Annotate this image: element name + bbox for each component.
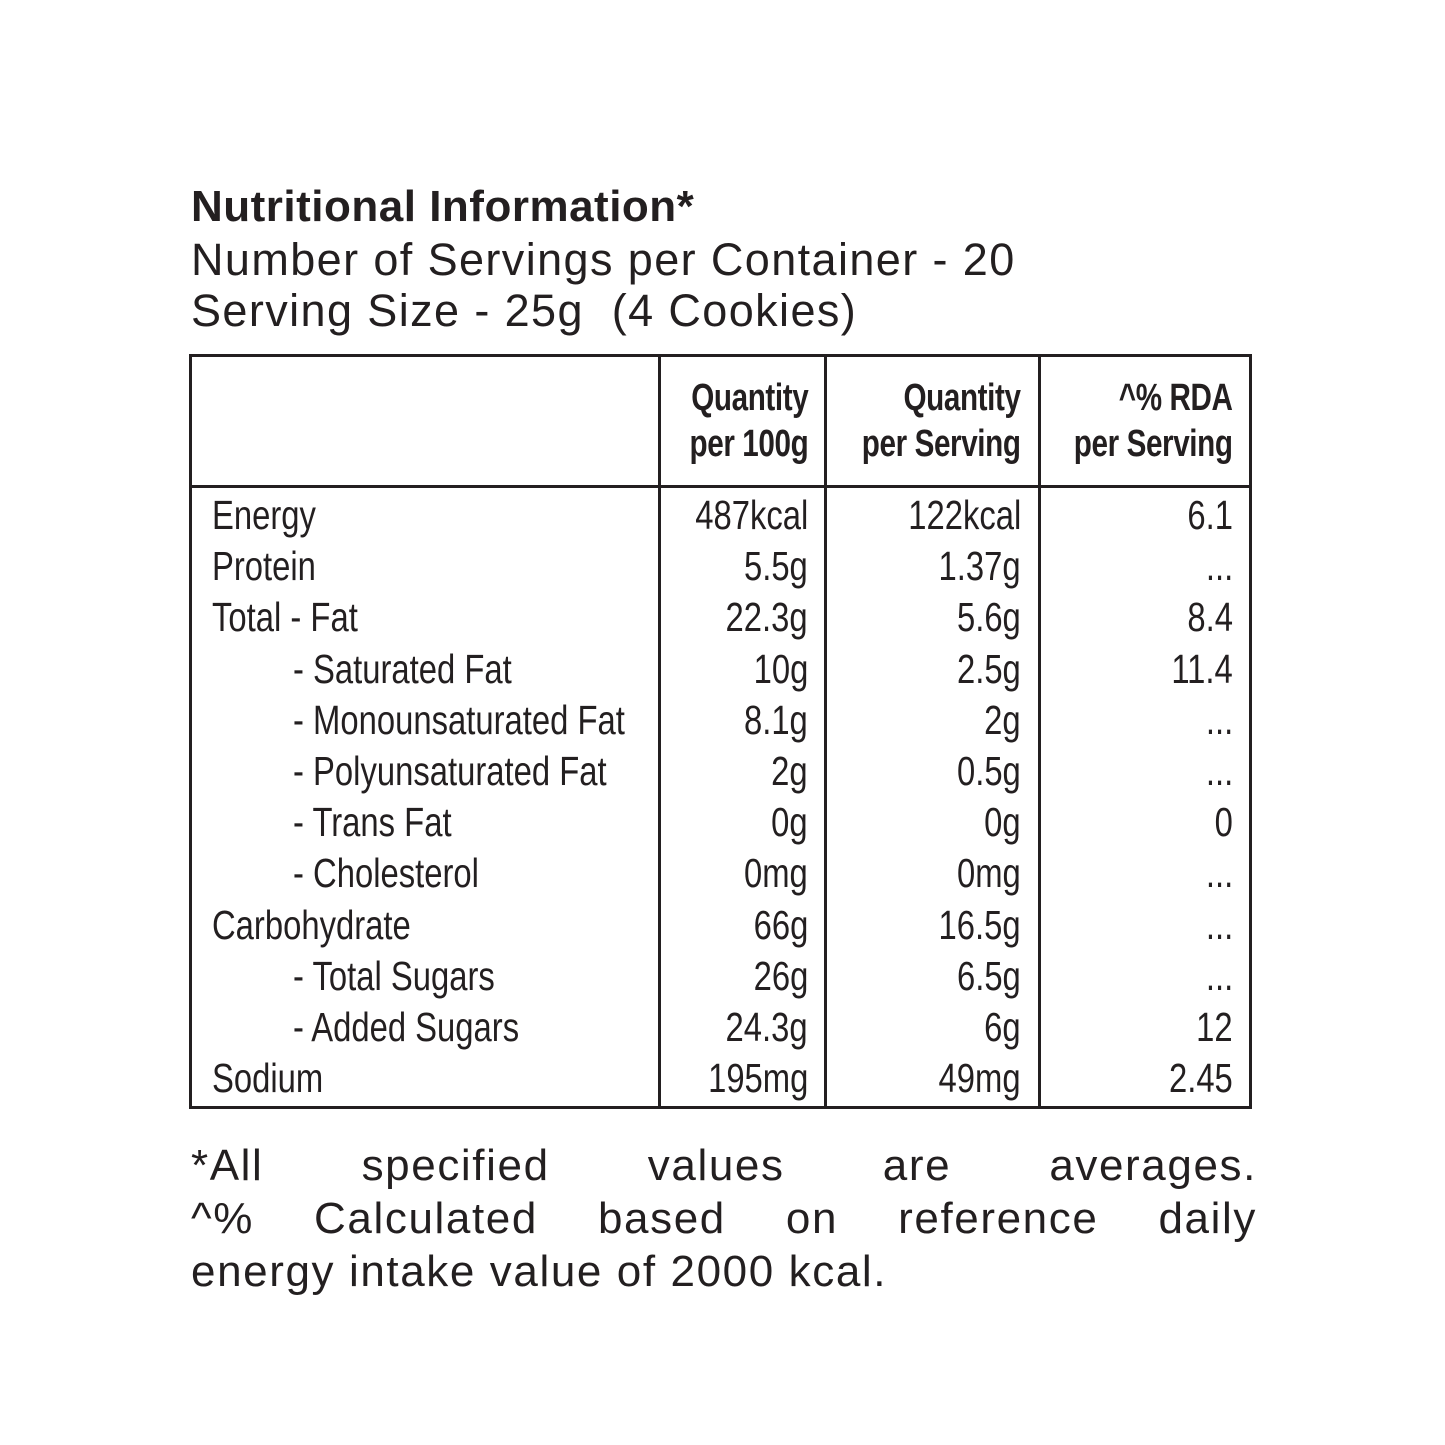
- value-rda: 6.1: [1187, 492, 1233, 538]
- value-rda: 11.4: [1171, 645, 1233, 692]
- footnote-word: averages.: [1049, 1141, 1257, 1190]
- nutrient-name: - Cholesterol: [293, 850, 479, 897]
- value-per-100g: 8.1g: [744, 696, 808, 743]
- column-header-line: per Serving: [1074, 423, 1233, 465]
- nutrient-row: [192, 848, 1249, 899]
- serving-size: Serving Size - 25g (4 Cookies): [191, 285, 858, 336]
- nutrition-table: [189, 354, 1252, 1109]
- nutrient-name: - Total Sugars: [293, 952, 495, 999]
- value-per-serving: 0g: [984, 799, 1021, 846]
- footnote-word: *All: [191, 1141, 264, 1190]
- value-per-serving: 122kcal: [907, 492, 1021, 538]
- nutrient-row: [192, 541, 1249, 592]
- footnote-word: specified: [361, 1141, 550, 1190]
- value-per-100g: 195mg: [707, 1055, 808, 1102]
- value-per-serving: 2.5g: [957, 645, 1021, 692]
- value-per-100g: 0g: [771, 799, 808, 846]
- column-header-line: ^% RDA: [1119, 377, 1233, 419]
- footnote-line: energy intake value of 2000 kcal.: [191, 1247, 888, 1296]
- footnote-word: ^%: [191, 1194, 254, 1243]
- label-title: Nutritional Information*: [191, 182, 695, 231]
- value-per-100g: 66g: [753, 901, 808, 948]
- column-header-line: Quantity: [903, 377, 1021, 419]
- value-per-100g: 10g: [753, 645, 808, 692]
- nutrient-row: [192, 951, 1249, 1002]
- value-rda: ...: [1205, 696, 1233, 743]
- value-rda: 12: [1196, 1003, 1233, 1050]
- nutrient-row: [192, 797, 1249, 848]
- footnote-word: reference: [898, 1194, 1099, 1243]
- footnote: [191, 1139, 1257, 1298]
- value-per-serving: 6g: [984, 1003, 1021, 1050]
- value-per-100g: 22.3g: [725, 594, 808, 641]
- value-per-100g: 24.3g: [725, 1003, 808, 1050]
- servings-per-container: Number of Servings per Container - 20: [191, 234, 1016, 285]
- value-rda: 0: [1214, 799, 1233, 846]
- nutrient-name: Sodium: [212, 1055, 324, 1102]
- value-rda: ...: [1205, 543, 1233, 590]
- footnote-word: are: [882, 1141, 952, 1190]
- nutrient-row: [192, 746, 1249, 797]
- value-per-100g: 26g: [753, 952, 808, 999]
- column-header-rda: [1074, 375, 1233, 467]
- footnote-line: [191, 1139, 1257, 1192]
- footnote-word: Calculated: [314, 1194, 538, 1243]
- value-per-100g: 0mg: [744, 850, 808, 897]
- column-header-line: Quantity: [690, 377, 808, 419]
- nutrient-name: - Polyunsaturated Fat: [293, 747, 607, 794]
- value-per-serving: 16.5g: [938, 901, 1021, 948]
- footnote-word: on: [785, 1194, 839, 1243]
- label-header: [191, 180, 1261, 336]
- value-rda: 8.4: [1187, 594, 1233, 641]
- nutrient-name: Total - Fat: [212, 594, 358, 641]
- value-rda: ...: [1205, 850, 1233, 897]
- nutrient-rows: [192, 490, 1249, 1104]
- nutrient-name: - Monounsaturated Fat: [293, 696, 625, 743]
- nutrient-row: [192, 1053, 1249, 1104]
- value-per-serving: 6.5g: [957, 952, 1021, 999]
- header-divider: [192, 485, 1249, 488]
- nutrient-name: - Added Sugars: [293, 1003, 520, 1050]
- nutrient-row: [192, 1002, 1249, 1053]
- nutrient-name: Protein: [212, 543, 316, 590]
- value-per-serving: 0mg: [957, 850, 1021, 897]
- nutrient-row: [192, 644, 1249, 695]
- value-per-serving: 2g: [984, 696, 1021, 743]
- nutrient-name: - Trans Fat: [293, 799, 452, 846]
- value-per-serving: 5.6g: [957, 594, 1021, 641]
- footnote-word: values: [647, 1141, 785, 1190]
- column-header-line: per Serving: [862, 423, 1021, 465]
- value-per-serving: 49mg: [938, 1055, 1021, 1102]
- column-header-line: per 100g: [689, 423, 808, 465]
- column-header-per-serving: [862, 375, 1021, 467]
- column-header-per-100g: [689, 375, 808, 467]
- nutrient-row: [192, 592, 1249, 643]
- value-rda: ...: [1205, 952, 1233, 999]
- nutrient-name: - Saturated Fat: [293, 645, 512, 692]
- footnote-word: based: [597, 1194, 726, 1243]
- value-rda: 2.45: [1169, 1055, 1233, 1102]
- value-per-100g: 487kcal: [694, 492, 808, 538]
- footnote-line: [191, 1192, 1257, 1245]
- value-per-100g: 2g: [771, 747, 808, 794]
- value-rda: ...: [1205, 901, 1233, 948]
- value-per-100g: 5.5g: [744, 543, 808, 590]
- nutrient-row: [192, 490, 1249, 541]
- nutrient-row: [192, 695, 1249, 746]
- value-per-serving: 0.5g: [957, 747, 1021, 794]
- value-per-serving: 1.37g: [938, 543, 1021, 590]
- nutrient-name: Carbohydrate: [212, 901, 411, 948]
- nutrient-row: [192, 900, 1249, 951]
- footnote-word: daily: [1158, 1194, 1257, 1243]
- value-rda: ...: [1205, 747, 1233, 794]
- nutrient-name: Energy: [212, 492, 316, 538]
